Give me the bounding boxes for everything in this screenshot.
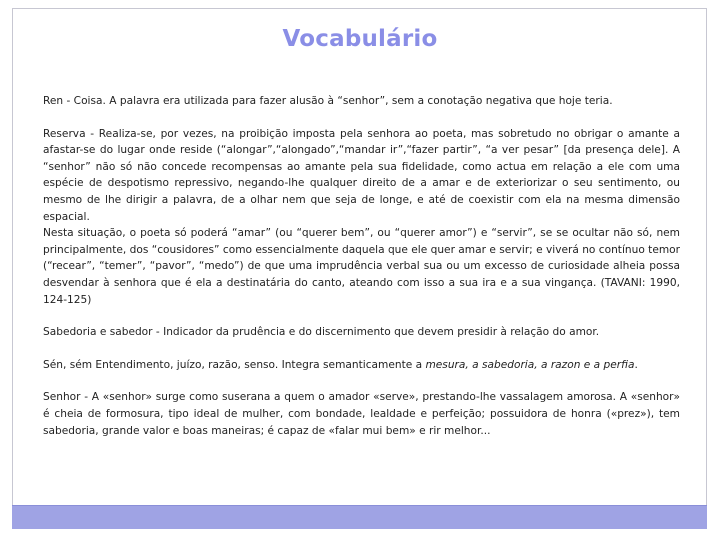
vocabulary-content [43, 93, 680, 439]
entry-sen-text: Sén, sém Entendimento, juízo, razão, senso. Integra semanticamente a [43, 358, 426, 371]
slide-title: Vocabulário [282, 26, 438, 52]
entry-sen-end: . [634, 358, 638, 371]
footer-bar [12, 505, 707, 529]
entry-reserva: Reserva - Realiza-se, por vezes, na proibição imposta pela senhora ao poeta, mas sobretudo no obrigar o amante a afastar-se do lugar onde reside (“alongar”,“alongado”,“mandar ir”,“fazer partir”, “a ver pesar” [da presença dele]. A “senhor” não só não concede recompensas ao amante pela sua fidelidade, como actua em relação a ele com uma espécie de despotismo repressivo, negando-lhe qualquer direito de a amar e de exteriorizar o seu sentimento, ou mesmo de lhe dirigir a palavra, de a olhar nem que seja de longe, e até de coexistir com ela na mesma dimensão espacial. [43, 127, 680, 223]
entry-ren: Ren - Coisa. A palavra era utilizada para fazer alusão à “senhor”, sem a conotação negativa que hoje teria. [43, 95, 613, 107]
entry-reserva-continued: Nesta situação, o poeta só poderá “amar” (ou “querer bem”, ou “querer amor”) e “servir”, se se ocultar não só, nem principalmente, dos “cousidores” como essencialmente daquela que ele quer amar e servir; e viverá no contínuo temor (“recear”, “temer”, “pavor”, “medo”) de que uma imprudência verbal sua ou um excesso de curiosidade alheia possa desvendar à senhora que é ela a destinatária do canto, ateando com isso a sua ira e a sua vingança. (TAVANI: 1990, 124-125) [43, 227, 680, 306]
entry-senhor: Senhor - A «senhor» surge como suserana a quem o amador «serve», prestando-lhe vassalagem amorosa. A «senhor» é cheia de formosura, tipo ideal de mulher, com bondade, lealdade e perfeição; possuidora de honra («prez»), tem sabedoria, grande valor e boas maneiras; é capaz de «falar mui bem» e rir melhor... [43, 391, 680, 437]
entry-sen-italic: mesura, a sabedoria, a razon e a perfia [425, 358, 635, 371]
entry-sen [43, 357, 680, 374]
entry-sabedoria: Sabedoria e sabedor - Indicador da prudência e do discernimento que devem presidir à relação do amor. [43, 326, 600, 339]
